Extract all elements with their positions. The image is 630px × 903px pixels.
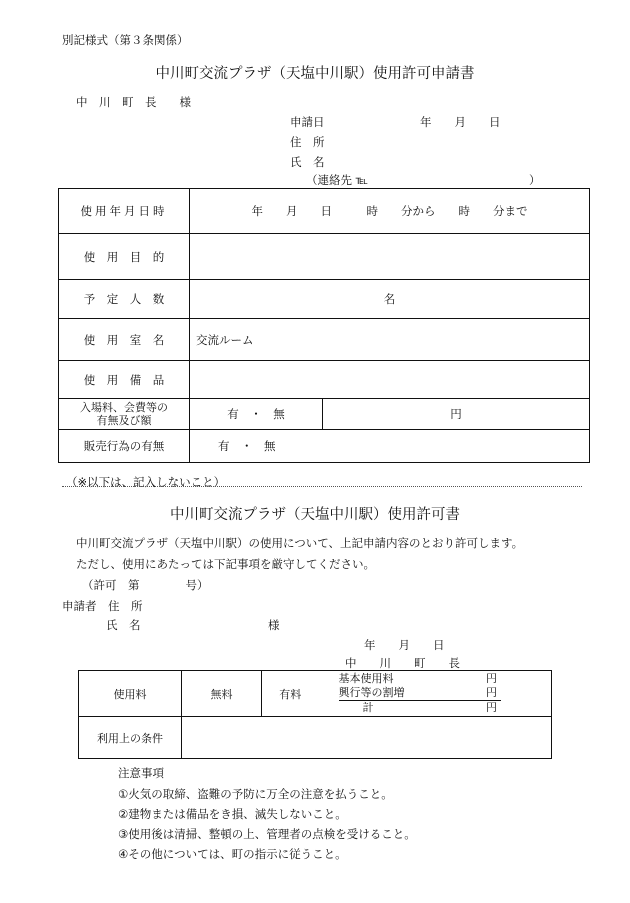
permit-fee-paid: 有料: [262, 671, 319, 717]
apply-date-label: 申請日: [290, 115, 325, 129]
permit-date-fields: 年 月 日: [364, 638, 445, 652]
permit-body-line1: 中川町交流プラザ（天塩中川駅）の使用について、上記申請内容のとおり許可します。: [76, 536, 524, 550]
basic-fee-label: 基本使用料: [338, 672, 394, 685]
sales-label: 販売行為の有無: [59, 430, 190, 463]
permit-fee-label: 使用料: [79, 671, 182, 717]
fee-choice[interactable]: 有 ・ 無: [190, 399, 323, 430]
note-item: ④その他については、町の指示に従うこと。: [118, 847, 347, 861]
purpose-label: 使 用 目 的: [59, 234, 190, 280]
applicant-name: 氏 名: [106, 618, 141, 632]
permit-body-line2: ただし、使用にあたっては下記事項を厳守してください。: [76, 557, 375, 571]
note-item: ①火気の取締、盗難の予防に万全の注意を払うこと。: [118, 787, 393, 801]
equipment-label: 使 用 備 品: [59, 361, 190, 399]
surcharge-label: 興行等の割増: [338, 686, 405, 699]
sales-choice-text: 有 ・ 無: [218, 439, 276, 453]
fee-label-line1: 入場料、会費等の: [80, 401, 168, 414]
name-label: 氏 名: [290, 155, 325, 169]
fee-unit: 円: [450, 407, 462, 421]
note-item: ②建物または備品をき損、滅失しないこと。: [118, 807, 347, 821]
basic-fee-yen: 円: [486, 672, 497, 685]
divider-note: （※以下は、記入しないこと）: [66, 475, 226, 489]
people-value[interactable]: [190, 280, 590, 319]
application-table: [58, 188, 590, 463]
permit-title: 中川町交流プラザ（天塩中川駅）使用許可書: [170, 507, 460, 523]
dotted-divider: [62, 486, 582, 487]
total-yen: 円: [486, 701, 497, 714]
people-label: 予 定 人 数: [59, 280, 190, 319]
form-reference: 別記様式（第３条関係）: [62, 33, 189, 47]
address-label: 住 所: [290, 135, 325, 149]
addressee: 中 川 町 長 様: [76, 95, 191, 109]
room-label: 使 用 室 名: [59, 319, 190, 361]
permit-table: [78, 670, 552, 759]
permit-number: （許可 第 号）: [82, 578, 209, 592]
fee-amount[interactable]: [323, 399, 590, 430]
people-unit: 名: [383, 292, 396, 306]
conditions-label: 利用上の条件: [79, 717, 182, 759]
issuer: 中 川 町 長: [345, 656, 460, 670]
apply-date-fields: 年 月 日: [420, 115, 501, 129]
datetime-label: 使用年月日時: [59, 189, 190, 234]
application-title: 中川町交流プラザ（天塩中川駅）使用許可申請書: [155, 66, 475, 82]
conditions-value: [182, 717, 552, 759]
purpose-value[interactable]: [190, 234, 590, 280]
surcharge-yen: 円: [486, 686, 497, 699]
fee-label: [59, 399, 190, 430]
datetime-value[interactable]: 年 月 日 時 分から 時 分まで: [190, 189, 590, 234]
total-label: 計: [362, 701, 374, 714]
permit-fee-free: 無料: [182, 671, 262, 717]
applicant-honorific: 様: [268, 618, 280, 632]
permit-fee-breakdown: [319, 671, 552, 717]
contact-line: （連絡先 ℡ ）: [306, 173, 541, 187]
note-item: ③使用後は清掃、整頓の上、管理者の点検を受けること。: [118, 827, 416, 841]
notes-title: 注意事項: [118, 766, 164, 780]
fee-label-line2: 有無及び額: [96, 414, 152, 427]
applicant-address: 申請者 住 所: [62, 599, 143, 613]
room-value: 交流ルーム: [190, 319, 590, 361]
equipment-value[interactable]: [190, 361, 590, 399]
sales-choice[interactable]: [190, 430, 590, 463]
